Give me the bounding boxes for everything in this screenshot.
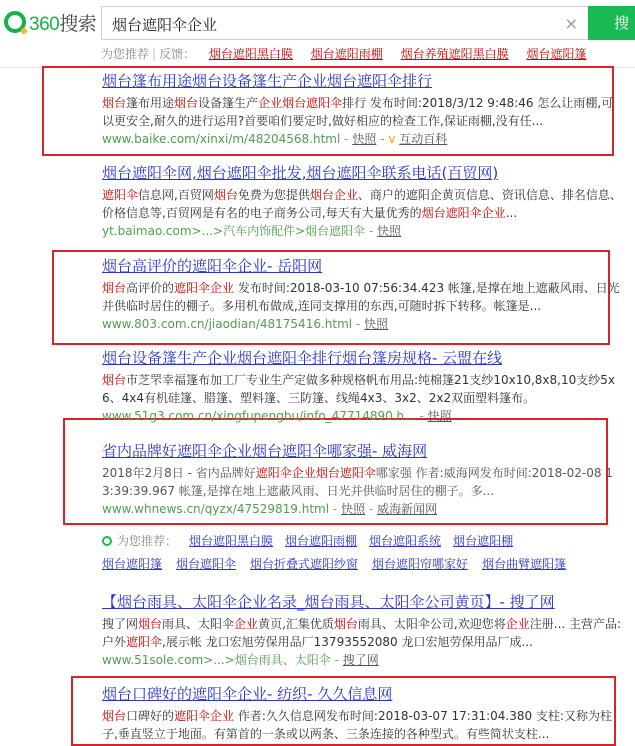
- recommend-link[interactable]: 烟台遮阳篷: [526, 47, 587, 61]
- result-meta: www.whnews.cn/qyzx/47529819.html - 快照 - 威海新闻网: [102, 502, 438, 516]
- recommend-link[interactable]: 烟台遮阳雨棚: [310, 47, 383, 61]
- snapshot-link[interactable]: 快照: [352, 132, 377, 146]
- recommend-link[interactable]: 烟台曲臂遮阳篷: [482, 557, 567, 571]
- snapshot-link[interactable]: 快照: [427, 409, 452, 423]
- recommend-link[interactable]: 烟台遮阳黑白膜: [189, 534, 274, 548]
- logo[interactable]: [4, 9, 96, 35]
- logo-brand: 360: [29, 13, 60, 35]
- recommend-link[interactable]: 烟台遮阳棚: [453, 534, 514, 548]
- recommend-link[interactable]: 烟台遮阳系统: [369, 534, 442, 548]
- recommend-bar: [101, 45, 586, 62]
- recommend-link[interactable]: 烟台遮阳雨棚: [285, 534, 358, 548]
- search-box: [101, 6, 588, 40]
- result-snippet: 2018年2月8日 - 省内品牌好遮阳伞企业烟台遮阳伞哪家强 作者:威海网发布时间:2018-02-08 13:39:39.967 帐篷,是撑在地上遮蔽风雨、日光并供临时居住的棚子。多...: [102, 466, 613, 498]
- logo-text: 搜索: [59, 13, 97, 35]
- result-url[interactable]: www.803.com.cn/jiaodian/48175416.html: [102, 317, 353, 331]
- result-title[interactable]: 烟台遮阳伞网,烟台遮阳伞批发,烟台遮阳伞联系电话(百贸网): [102, 164, 499, 182]
- result-meta: www.baike.com/xinxi/m/48204568.html - 快照 - v 互动百科: [102, 132, 448, 146]
- search-result: [102, 256, 622, 333]
- search-result: [102, 592, 622, 669]
- result-meta: www.803.com.cn/jiaodian/48175416.html - 快照: [102, 317, 389, 331]
- snapshot-link[interactable]: 搜了网: [342, 653, 379, 667]
- result-title[interactable]: 烟台篷布用途烟台设备篷生产企业烟台遮阳伞排行: [102, 72, 433, 90]
- result-title[interactable]: 烟台设备篷生产企业烟台遮阳伞排行烟台篷房规格- 云盟在线: [102, 349, 503, 367]
- feedback-link[interactable]: 反馈：: [159, 47, 196, 61]
- search-result: [102, 348, 622, 425]
- result-snippet: 烟台市芝罘幸福篷布加工厂专业生产定做多种规格帆布用品:纯棉篷21支纱10x10,8x8,10支纱5x6、4x4有机硅篷、腊篷、塑料篷、三防篷、线绳4x3、3x2、2x2双面塑料篷布。: [102, 373, 615, 405]
- result-url[interactable]: www.whnews.cn/qyzx/47529819.html: [102, 502, 330, 516]
- result-meta: www.51sole.com>...>烟台雨具、太阳伞 - 搜了网: [102, 653, 379, 667]
- recommend-link[interactable]: 烟台遮阳帘哪家好: [372, 557, 469, 571]
- result-meta: www.51g3.com.cn/xingfupengbu/info_47714890.h... - 快照: [102, 409, 452, 423]
- search-result: [102, 684, 622, 743]
- result-snippet: 烟台篷布用途烟台设备篷生产企业烟台遮阳伞排行 发布时间:2018/3/12 9:48:46 怎么让雨棚,可以更安全,耐久的进行运用?首要咱们要定时,做好相应的检查工作,保证雨棚,没有任...: [102, 96, 614, 128]
- search-result: [102, 71, 622, 148]
- recommend-icon: [102, 536, 112, 546]
- recommend-link[interactable]: 烟台折叠式遮阳纱窗: [250, 557, 359, 571]
- result-url[interactable]: yt.baimao.com>...>汽车内饰配件>烟台遮阳伞: [102, 224, 366, 238]
- recommend-label: 为您推荐: [101, 47, 150, 61]
- clear-icon[interactable]: ×: [564, 14, 578, 33]
- recommend-link[interactable]: 烟台遮阳篷: [102, 557, 163, 571]
- recommend-block: [102, 532, 622, 572]
- result-title[interactable]: 烟台口碑好的遮阳伞企业- 纺织- 久久信息网: [102, 685, 393, 703]
- result-snippet: 烟台高评价的遮阳伞企业 发布时间:2018-03-10 07:56:34.423 帐篷,是撑在地上遮蔽风雨、日光并供临时居住的棚子。多用机布做成,连同支撑用的东西,可随时拆下转移。帐篷是...: [102, 281, 620, 313]
- result-url[interactable]: www.51g3.com.cn/xingfupengbu/info_47714890.h...: [102, 409, 416, 423]
- result-meta: yt.baimao.com>...>汽车内饰配件>烟台遮阳伞 - 快照: [102, 224, 402, 238]
- result-snippet: 遮阳伞信息网,百贸网烟台免费为您提供烟台企业、商户的遮阳企黄页信息、资讯信息、排名信息、价格信息等,百贸网是有名的电子商务公司,每天有大量优秀的烟台遮阳伞企业...: [102, 188, 622, 220]
- recommend-link[interactable]: 烟台遮阳黑白膜: [208, 47, 293, 61]
- search-result: [102, 163, 622, 240]
- result-snippet: 搜了网烟台雨具、太阳伞企业黄页,汇集优质烟台雨具、太阳伞公司,欢迎您将企业注册... 主营产品:户外遮阳伞,展示帐 龙口宏旭劳保用品厂13793552080 龙口宏旭劳保用品厂成...: [102, 617, 622, 649]
- recommend-link[interactable]: 烟台养殖遮阳黑白膜: [400, 47, 509, 61]
- search-input[interactable]: [112, 13, 552, 35]
- snapshot-link[interactable]: 快照: [377, 224, 402, 238]
- recommend-link[interactable]: 烟台遮阳伞: [176, 557, 237, 571]
- header: [0, 0, 635, 68]
- result-url[interactable]: www.baike.com/xinxi/m/48204568.html: [102, 132, 341, 146]
- snapshot-link[interactable]: 快照: [341, 502, 366, 516]
- source-link[interactable]: 互动百科: [399, 132, 448, 146]
- search-result: [102, 441, 622, 518]
- source-link[interactable]: 威海新闻网: [377, 502, 438, 516]
- logo-icon: [4, 11, 26, 33]
- result-snippet: 烟台口碑好的遮阳伞企业 作者:久久信息网发布时间:2018-03-07 17:31:04.380 支柱:又称为柱子,垂直竖立于地面。有第首的一条或以两条、三条连接的各种型式。有些简状支柱...: [102, 709, 612, 741]
- search-button[interactable]: 搜: [588, 6, 635, 40]
- result-title[interactable]: 省内品牌好遮阳伞企业烟台遮阳伞哪家强- 威海网: [102, 442, 428, 460]
- result-title[interactable]: 烟台高评价的遮阳伞企业- 岳阳网: [102, 257, 323, 275]
- separator: |: [152, 47, 157, 61]
- result-url[interactable]: www.51sole.com>...>烟台雨具、太阳伞: [102, 653, 331, 667]
- source-icon: v: [388, 132, 396, 146]
- recommend-label: 为您推荐：: [117, 534, 178, 548]
- result-title[interactable]: 【烟台雨具、太阳伞企业名录_烟台雨具、太阳伞公司黄页】- 搜了网: [102, 593, 555, 611]
- snapshot-link[interactable]: 快照: [364, 317, 389, 331]
